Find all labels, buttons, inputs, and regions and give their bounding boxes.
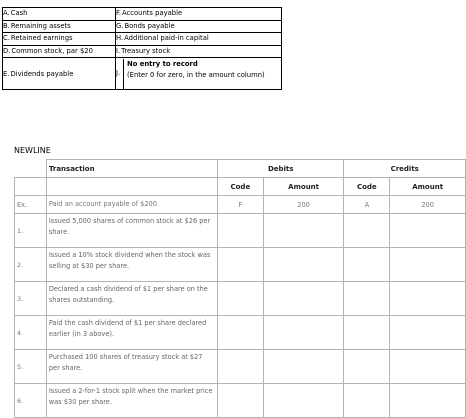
legend-key: C. xyxy=(3,34,10,43)
debit-amount-input[interactable] xyxy=(263,282,344,316)
header-debit-amount: Amount xyxy=(263,178,344,196)
debit-code-input[interactable] xyxy=(217,384,263,418)
legend-text: Bonds payable xyxy=(124,21,175,30)
row-number: 3. xyxy=(15,282,47,316)
legend-key: G. xyxy=(116,21,124,30)
debit-code-input[interactable] xyxy=(217,316,263,350)
credit-code-input[interactable] xyxy=(344,214,390,248)
debit-code-input[interactable] xyxy=(217,282,263,316)
row-number: 2. xyxy=(15,248,47,282)
legend-text: Dividends payable xyxy=(10,69,74,78)
table-row xyxy=(15,282,466,316)
legend-key: D. xyxy=(3,46,11,55)
transaction-text: Issued a 2-for-1 stock split when the market price was $30 per share. xyxy=(46,384,217,418)
credit-amount-input[interactable] xyxy=(390,282,466,316)
debit-code-input[interactable] xyxy=(217,248,263,282)
header-blank xyxy=(46,178,217,196)
legend-row xyxy=(3,8,282,21)
credit-code-input[interactable] xyxy=(344,282,390,316)
legend-row xyxy=(3,45,282,58)
table-row xyxy=(15,214,466,248)
transaction-text: Declared a cash dividend of $1 per share on the shares outstanding. xyxy=(46,282,217,316)
example-row xyxy=(15,196,466,214)
row-number: 1. xyxy=(15,214,47,248)
legend-text: Remaining assets xyxy=(10,21,71,30)
credit-amount-input[interactable] xyxy=(390,248,466,282)
header-credit-code: Code xyxy=(344,178,390,196)
transaction-text: Issued a 10% stock dividend when the stock was selling at $30 per share. xyxy=(46,248,217,282)
debit-amount-input[interactable] xyxy=(263,248,344,282)
debit-code-input[interactable] xyxy=(217,214,263,248)
legend-key: E. xyxy=(3,69,10,78)
legend-text: Common stock, par $20 xyxy=(11,46,93,55)
table-row xyxy=(15,248,466,282)
debit-amount-input[interactable] xyxy=(263,350,344,384)
credit-code-input[interactable] xyxy=(344,248,390,282)
row-number: 4. xyxy=(15,316,47,350)
legend-cell xyxy=(116,8,282,21)
transaction-text: Issued 5,000 shares of common stock at $26 per share. xyxy=(46,214,217,248)
legend-key: F. xyxy=(116,9,121,18)
row-number: 6. xyxy=(15,384,47,418)
header-blank xyxy=(15,160,47,178)
header-debits: Debits xyxy=(217,160,343,178)
legend-cell xyxy=(116,20,282,33)
example-transaction: Paid an account payable of $200. xyxy=(46,196,217,214)
row-number: 5. xyxy=(15,350,47,384)
legend-row xyxy=(3,20,282,33)
credit-code-input[interactable] xyxy=(344,350,390,384)
legend-cell xyxy=(3,33,116,46)
transaction-text: Paid the cash dividend of $1 per share declared earlier (in 3 above). xyxy=(46,316,217,350)
header-credit-amount: Amount xyxy=(390,178,466,196)
debit-amount-input[interactable] xyxy=(263,316,344,350)
legend-cell xyxy=(3,45,116,58)
header-debit-code: Code xyxy=(217,178,263,196)
credit-code-input[interactable] xyxy=(344,384,390,418)
legend-cell xyxy=(116,58,282,90)
legend-zero-instruction: (Enter 0 for zero, in the amount column) xyxy=(127,71,265,79)
credit-amount-input[interactable] xyxy=(390,214,466,248)
table-row xyxy=(15,350,466,384)
legend-cell xyxy=(3,8,116,21)
credit-code-input[interactable] xyxy=(344,316,390,350)
legend-key: H. xyxy=(116,34,124,43)
debit-amount-input[interactable] xyxy=(263,214,344,248)
legend-text: Accounts payable xyxy=(121,9,183,18)
no-entry-label: No entry to record xyxy=(127,60,198,68)
legend-key: B. xyxy=(3,21,10,30)
section-heading: NEWLINE xyxy=(14,146,51,155)
legend-cell xyxy=(3,20,116,33)
legend-cell xyxy=(116,45,282,58)
legend-inner-divider xyxy=(123,59,124,89)
example-debit-amount: 200 xyxy=(263,196,344,214)
journal-entry-table xyxy=(14,159,466,418)
header-transaction: Transaction xyxy=(46,160,217,178)
credit-amount-input[interactable] xyxy=(390,350,466,384)
header-row-1 xyxy=(15,160,466,178)
header-credits: Credits xyxy=(344,160,466,178)
legend-text: Cash xyxy=(10,9,28,18)
table-row xyxy=(15,316,466,350)
legend-key: A. xyxy=(3,9,10,18)
credit-amount-input[interactable] xyxy=(390,316,466,350)
legend-key: J. xyxy=(116,69,121,77)
credit-amount-input[interactable] xyxy=(390,384,466,418)
legend-text: Retained earnings xyxy=(10,34,73,43)
legend-text: Additional paid-in capital xyxy=(124,34,209,43)
legend-text: Treasury stock xyxy=(121,46,171,55)
transaction-text: Purchased 100 shares of treasury stock at $27 per share. xyxy=(46,350,217,384)
legend-cell xyxy=(3,58,116,90)
debit-amount-input[interactable] xyxy=(263,384,344,418)
legend-row xyxy=(3,33,282,46)
header-row-2 xyxy=(15,178,466,196)
legend-row xyxy=(3,58,282,90)
debit-code-input[interactable] xyxy=(217,350,263,384)
example-label: Ex. xyxy=(15,196,47,214)
example-credit-code: A xyxy=(344,196,390,214)
legend-cell xyxy=(116,33,282,46)
legend-key: I. xyxy=(116,46,121,55)
example-credit-amount: 200 xyxy=(390,196,466,214)
account-legend-table xyxy=(2,7,282,90)
example-debit-code: F xyxy=(217,196,263,214)
header-blank xyxy=(15,178,47,196)
table-row xyxy=(15,384,466,418)
